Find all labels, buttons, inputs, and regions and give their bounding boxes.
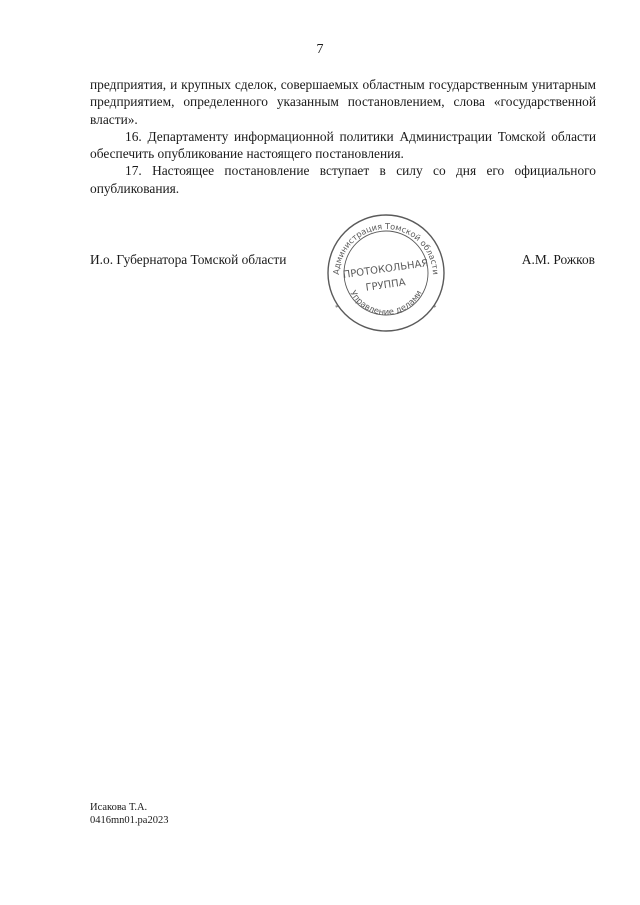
official-stamp (325, 212, 447, 334)
document-body (90, 76, 596, 197)
document-footer (90, 802, 168, 827)
paragraph-17: 17. Настоящее постановление вступает в силу со дня его официального опубликования. (90, 163, 596, 196)
paragraph-continuation: предприятия, и крупных сделок, совершаемых областным государственным унитарным предприятием, определенного указанным постановлением, слова «государственной власти». (90, 77, 596, 127)
stamp-bottom-text: Управление делами (348, 288, 424, 317)
stamp-star-right: * (433, 304, 437, 312)
signatory-title: И.о. Губернатора Томской области (90, 252, 287, 267)
stamp-outer-text: Администрация Томской области (330, 220, 442, 276)
page-number: 7 (316, 42, 324, 57)
stamp-star-left: * (335, 304, 339, 312)
signatory-name: А.М. Рожков (521, 252, 595, 267)
paragraph-16: 16. Департаменту информационной политики Администрации Томской области обеспечить опубликование настоящего постановления. (90, 128, 596, 162)
footer-author: Исакова Т.А. (90, 802, 148, 813)
stamp-center-line1: ПРОТОКОЛЬНАЯ (342, 258, 430, 281)
footer-doc-code: 0416mn01.pa2023 (90, 814, 169, 826)
stamp-center-line2: ГРУППА (365, 277, 407, 294)
